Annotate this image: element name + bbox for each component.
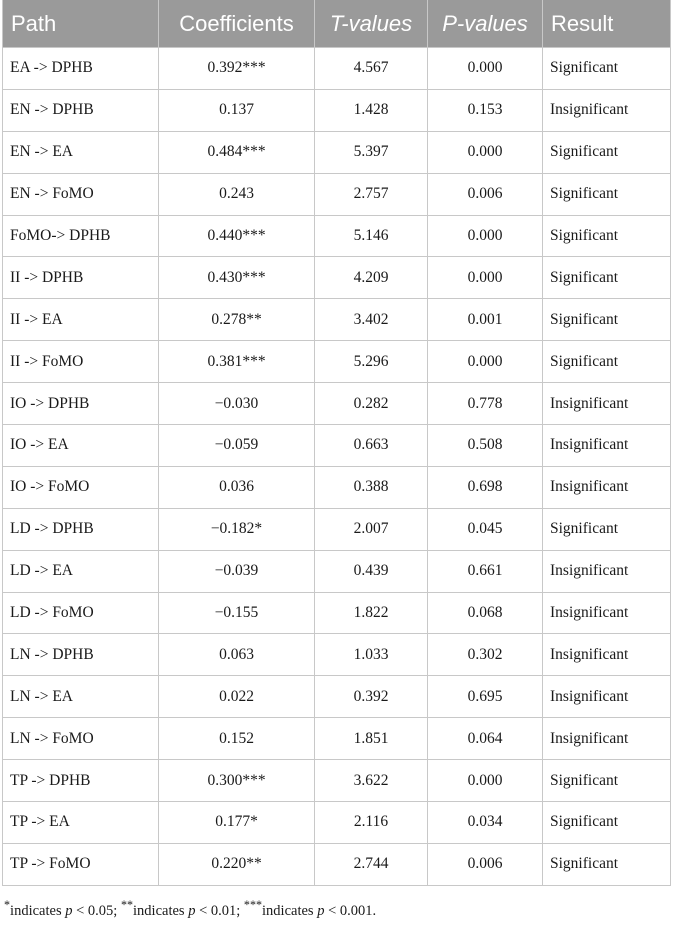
table-row: [3, 634, 671, 676]
table-row: [3, 131, 671, 173]
cell-p-value: 0.006: [428, 173, 543, 215]
cell-p-value: 0.778: [428, 383, 543, 425]
cell-path: EN -> EA: [3, 131, 159, 173]
cell-path: IO -> DPHB: [3, 383, 159, 425]
cell-p-value: 0.153: [428, 89, 543, 131]
cell-t-value: 0.282: [315, 383, 428, 425]
table-row: [3, 718, 671, 760]
table-row: [3, 215, 671, 257]
cell-coefficient: 0.243: [159, 173, 315, 215]
table-row: [3, 592, 671, 634]
cell-coefficient: 0.177*: [159, 802, 315, 844]
table-row: [3, 383, 671, 425]
header-row: [3, 0, 671, 48]
cell-p-value: 0.000: [428, 131, 543, 173]
cell-path: FoMO-> DPHB: [3, 215, 159, 257]
footnote-star-2: **: [120, 897, 134, 912]
cell-result: Insignificant: [543, 466, 671, 508]
cell-p-value: 0.001: [428, 299, 543, 341]
cell-coefficient: −0.059: [159, 425, 315, 467]
cell-path: EN -> FoMO: [3, 173, 159, 215]
header-coefficients: Coefficients: [159, 0, 315, 48]
cell-path: IO -> EA: [3, 425, 159, 467]
footnote-star-1: *: [4, 897, 11, 912]
footnote-star-3: ***: [243, 897, 263, 912]
cell-t-value: 2.757: [315, 173, 428, 215]
table-row: [3, 508, 671, 550]
cell-t-value: 1.033: [315, 634, 428, 676]
cell-coefficient: −0.039: [159, 550, 315, 592]
cell-p-value: 0.034: [428, 802, 543, 844]
table-row: [3, 802, 671, 844]
table-row: [3, 89, 671, 131]
cell-p-value: 0.508: [428, 425, 543, 467]
cell-t-value: 3.622: [315, 760, 428, 802]
cell-coefficient: 0.278**: [159, 299, 315, 341]
cell-path: TP -> FoMO: [3, 843, 159, 885]
cell-coefficient: 0.152: [159, 718, 315, 760]
table-row: [3, 48, 671, 90]
table-row: [3, 341, 671, 383]
table-row: [3, 676, 671, 718]
cell-p-value: 0.000: [428, 760, 543, 802]
cell-coefficient: 0.440***: [159, 215, 315, 257]
cell-result: Insignificant: [543, 383, 671, 425]
table-row: [3, 173, 671, 215]
table-row: [3, 843, 671, 885]
footnote-text-3: indicates: [262, 902, 318, 919]
cell-result: Significant: [543, 257, 671, 299]
cell-t-value: 5.397: [315, 131, 428, 173]
cell-t-value: 2.116: [315, 802, 428, 844]
cell-result: Significant: [543, 341, 671, 383]
cell-result: Significant: [543, 131, 671, 173]
footnote-rel-1: < 0.05;: [72, 902, 121, 919]
cell-coefficient: 0.063: [159, 634, 315, 676]
table-row: [3, 550, 671, 592]
cell-coefficient: 0.381***: [159, 341, 315, 383]
cell-result: Insignificant: [543, 718, 671, 760]
cell-t-value: 3.402: [315, 299, 428, 341]
cell-p-value: 0.006: [428, 843, 543, 885]
header-t-values: T-values: [315, 0, 428, 48]
footnote-text-1: indicates: [10, 902, 66, 919]
cell-coefficient: 0.430***: [159, 257, 315, 299]
cell-coefficient: 0.300***: [159, 760, 315, 802]
cell-p-value: 0.068: [428, 592, 543, 634]
cell-result: Significant: [543, 215, 671, 257]
header-path: Path: [3, 0, 159, 48]
cell-p-value: 0.000: [428, 215, 543, 257]
header-result: Result: [543, 0, 671, 48]
table-row: [3, 425, 671, 467]
cell-p-value: 0.698: [428, 466, 543, 508]
cell-p-value: 0.302: [428, 634, 543, 676]
table-row: [3, 257, 671, 299]
cell-coefficient: −0.182*: [159, 508, 315, 550]
cell-result: Significant: [543, 843, 671, 885]
cell-result: Significant: [543, 802, 671, 844]
cell-path: LD -> DPHB: [3, 508, 159, 550]
cell-t-value: 0.439: [315, 550, 428, 592]
footnote-var-2: p: [188, 902, 196, 919]
cell-coefficient: −0.030: [159, 383, 315, 425]
cell-t-value: 5.296: [315, 341, 428, 383]
cell-path: II -> DPHB: [3, 257, 159, 299]
cell-result: Significant: [543, 508, 671, 550]
cell-result: Insignificant: [543, 592, 671, 634]
cell-t-value: 2.007: [315, 508, 428, 550]
cell-p-value: 0.000: [428, 48, 543, 90]
cell-path: IO -> FoMO: [3, 466, 159, 508]
footnote-text-2: indicates: [133, 902, 189, 919]
cell-path: LD -> FoMO: [3, 592, 159, 634]
cell-t-value: 2.744: [315, 843, 428, 885]
table-header: [3, 0, 671, 48]
cell-t-value: 0.388: [315, 466, 428, 508]
footnote-var-1: p: [65, 902, 73, 919]
table-body: [3, 48, 671, 886]
cell-coefficient: 0.137: [159, 89, 315, 131]
cell-result: Significant: [543, 48, 671, 90]
cell-path: EN -> DPHB: [3, 89, 159, 131]
cell-coefficient: 0.022: [159, 676, 315, 718]
cell-t-value: 0.392: [315, 676, 428, 718]
cell-result: Insignificant: [543, 89, 671, 131]
cell-t-value: 4.567: [315, 48, 428, 90]
significance-footnote: [4, 898, 673, 920]
cell-coefficient: 0.036: [159, 466, 315, 508]
cell-coefficient: 0.392***: [159, 48, 315, 90]
cell-t-value: 4.209: [315, 257, 428, 299]
cell-coefficient: 0.484***: [159, 131, 315, 173]
cell-path: TP -> DPHB: [3, 760, 159, 802]
cell-result: Insignificant: [543, 676, 671, 718]
cell-p-value: 0.661: [428, 550, 543, 592]
results-table: [2, 0, 671, 886]
cell-path: II -> EA: [3, 299, 159, 341]
cell-p-value: 0.064: [428, 718, 543, 760]
cell-result: Significant: [543, 299, 671, 341]
cell-t-value: 1.851: [315, 718, 428, 760]
cell-path: TP -> EA: [3, 802, 159, 844]
cell-result: Insignificant: [543, 634, 671, 676]
cell-path: LN -> EA: [3, 676, 159, 718]
cell-path: II -> FoMO: [3, 341, 159, 383]
cell-coefficient: 0.220**: [159, 843, 315, 885]
cell-path: LD -> EA: [3, 550, 159, 592]
cell-t-value: 1.822: [315, 592, 428, 634]
cell-result: Insignificant: [543, 550, 671, 592]
footnote-rel-3: < 0.001.: [324, 902, 377, 919]
cell-path: LN -> DPHB: [3, 634, 159, 676]
table-row: [3, 466, 671, 508]
table-row: [3, 760, 671, 802]
cell-path: LN -> FoMO: [3, 718, 159, 760]
footnote-var-3: p: [317, 902, 325, 919]
cell-coefficient: −0.155: [159, 592, 315, 634]
header-p-values: P-values: [428, 0, 543, 48]
cell-p-value: 0.695: [428, 676, 543, 718]
cell-t-value: 0.663: [315, 425, 428, 467]
cell-result: Insignificant: [543, 425, 671, 467]
cell-p-value: 0.045: [428, 508, 543, 550]
cell-p-value: 0.000: [428, 257, 543, 299]
footnote-rel-2: < 0.01;: [195, 902, 244, 919]
cell-t-value: 5.146: [315, 215, 428, 257]
cell-p-value: 0.000: [428, 341, 543, 383]
cell-result: Significant: [543, 760, 671, 802]
cell-result: Significant: [543, 173, 671, 215]
cell-t-value: 1.428: [315, 89, 428, 131]
table-row: [3, 299, 671, 341]
cell-path: EA -> DPHB: [3, 48, 159, 90]
